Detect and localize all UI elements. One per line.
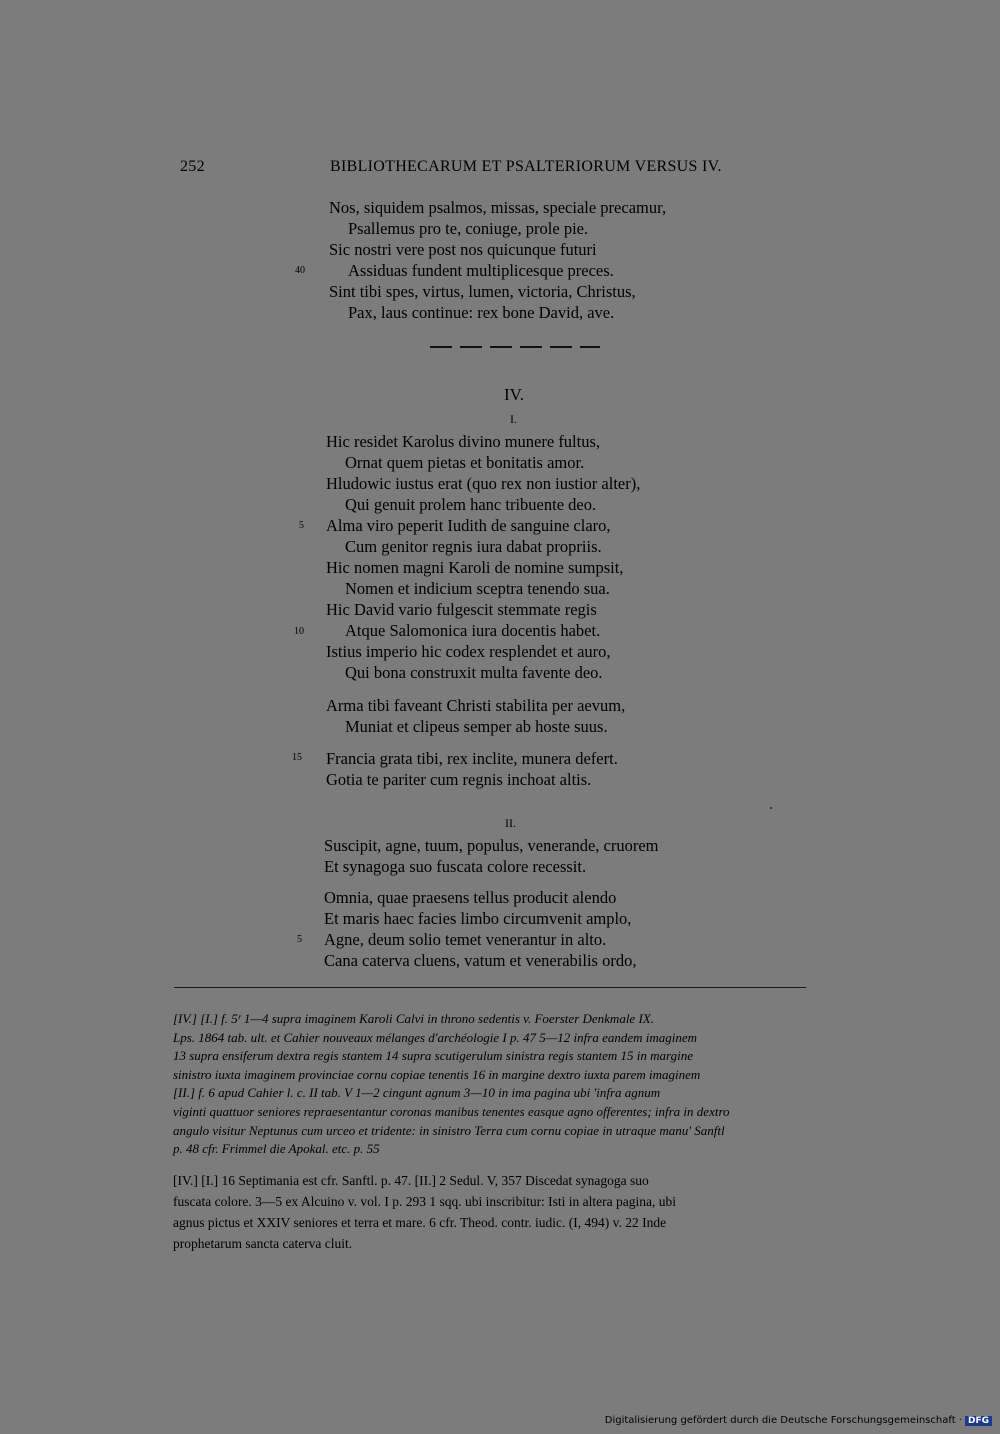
footnote-line: viginti quattuor seniores repraesentantur coronas manibus tenentes easque agno offerentes; infra in dextro [173, 1103, 730, 1119]
line-number: 5 [297, 934, 302, 945]
verse-line: Muniat et clipeus semper ab hoste suus. [345, 717, 608, 736]
verse-line: Gotia te pariter cum regnis inchoat altis. [326, 770, 592, 789]
stanza-3 [326, 748, 618, 790]
dfg-credit [605, 1415, 992, 1426]
line-number: 5 [299, 520, 304, 531]
footnote-line: fuscata colore. 3—5 ex Alcuino v. vol. I p. 293 1 sqq. ubi inscribitur: Isti in altera pagina, ubi [173, 1194, 677, 1209]
verse-line: Alma viro peperit Iudith de sanguine claro, [326, 516, 611, 535]
verse-line: Et synagoga suo fuscata colore recessit. [324, 857, 587, 876]
footnotes-sources [173, 1170, 845, 1254]
verse-line: Omnia, quae praesens tellus producit alendo [324, 888, 617, 907]
verse-line: Istius imperio hic codex resplendet et auro, [326, 642, 611, 661]
verse-line: Francia grata tibi, rex inclite, munera defert. [326, 749, 618, 768]
footnote-line: [IV.] [I.] f. 5ʳ 1—4 supra imaginem Karoli Calvi in throno sedentis v. Foerster Denkmale IX. [173, 1011, 654, 1026]
verse-line: Arma tibi faveant Christi stabilita per aevum, [326, 696, 626, 715]
section-heading: IV. [504, 385, 524, 404]
part-heading: I. [510, 412, 517, 426]
verse-line: Nomen et indicium sceptra tenendo sua. [345, 579, 610, 598]
line-number: 40 [295, 265, 305, 276]
verse-line: Et maris haec facies limbo circumvenit amplo, [324, 909, 632, 928]
footnote-line: [IV.] [I.] 16 Septimania est cfr. Sanftl. p. 47. [II.] 2 Sedul. V, 357 Discedat synagoga suo [173, 1173, 649, 1188]
footnote-line: Lps. 1864 tab. ult. et Cahier nouveaux mélanges d'archéologie I p. 47 5—12 infra eandem imaginem [173, 1029, 698, 1045]
verse-line: Cana caterva cluens, vatum et venerabilis ordo, [324, 951, 637, 970]
footnote-line: agnus pictus et XXIV seniores et terra et mare. 6 cfr. Theod. contr. iudic. (I, 494) v. 22 Inde [173, 1215, 667, 1230]
verse-line: Sint tibi spes, virtus, lumen, victoria, Christus, [329, 282, 636, 301]
verse-line: Atque Salomonica iura docentis habet. [345, 621, 601, 640]
speck [770, 807, 772, 809]
verse-line: Psallemus pro te, coniuge, prole pie. [348, 219, 589, 238]
dfg-logo: DFG [965, 1416, 992, 1426]
verse-line: Agne, deum solio temet venerantur in alto. [324, 930, 607, 949]
verse-line: Assiduas fundent multiplicesque preces. [348, 261, 614, 280]
part-ii-stanza-2 [324, 887, 636, 971]
stanza-1 [326, 431, 640, 683]
verse-line: Hic David vario fulgescit stemmate regis [326, 600, 597, 619]
verse-line: Hludowic iustus erat (quo rex non iustior alter), [326, 474, 641, 493]
footnote-rule [174, 987, 806, 988]
page-number: 252 [180, 158, 205, 175]
footnotes-apparatus [173, 1010, 845, 1159]
verse-line: Hic residet Karolus divino munere fultus, [326, 432, 601, 451]
footnote-line: sinistro iuxta imaginem provinciae cornu copiae tenentis 16 in margine dextro iuxta parem imaginem [173, 1066, 701, 1082]
line-number: 10 [294, 626, 304, 637]
credit-text: Digitalisierung gefördert durch die Deutsche Forschungsgemeinschaft · [604, 1415, 962, 1426]
verse-line: Sic nostri vere post nos quicunque futuri [329, 240, 597, 259]
footnote-line: angulo visitur Neptunus cum urceo et tridente: in sinistro Terra cum cornu copiae in utraque manu' Sanftl [173, 1122, 725, 1138]
verse-line: Suscipit, agne, tuum, populus, venerande, cruorem [324, 836, 659, 855]
running-title: BIBLIOTHECARUM ET PSALTERIORUM VERSUS IV. [330, 158, 722, 175]
verse-line: Hic nomen magni Karoli de nomine sumpsit, [326, 558, 624, 577]
footnote-line: prophetarum sancta caterva cluit. [173, 1236, 353, 1251]
top-verse [329, 197, 666, 323]
part-ii-stanza-1 [324, 835, 659, 877]
verse-line: Cum genitor regnis iura dabat propriis. [345, 537, 602, 556]
verse-line: Nos, siquidem psalmos, missas, speciale precamur, [329, 198, 667, 217]
footnote-line: 13 supra ensiferum dextra regis stantem 14 supra scutigerulum sinistra regis stantem 15 in margine [173, 1048, 693, 1064]
line-number: 15 [292, 752, 302, 763]
section-separator [430, 346, 600, 348]
footnote-line: p. 48 cfr. Frimmel die Apokal. etc. p. 55 [173, 1141, 380, 1157]
verse-line: Ornat quem pietas et bonitatis amor. [345, 453, 585, 472]
part-heading: II. [505, 816, 516, 830]
verse-line: Qui genuit prolem hanc tribuente deo. [345, 495, 597, 514]
stanza-2 [326, 695, 625, 737]
footnote-line: [II.] f. 6 apud Cahier l. c. II tab. V 1—2 cingunt agnum 3—10 in ima pagina ubi 'infra agnum [173, 1085, 661, 1101]
verse-line: Pax, laus continue: rex bone David, ave. [348, 303, 615, 322]
verse-line: Qui bona construxit multa favente deo. [345, 663, 603, 682]
